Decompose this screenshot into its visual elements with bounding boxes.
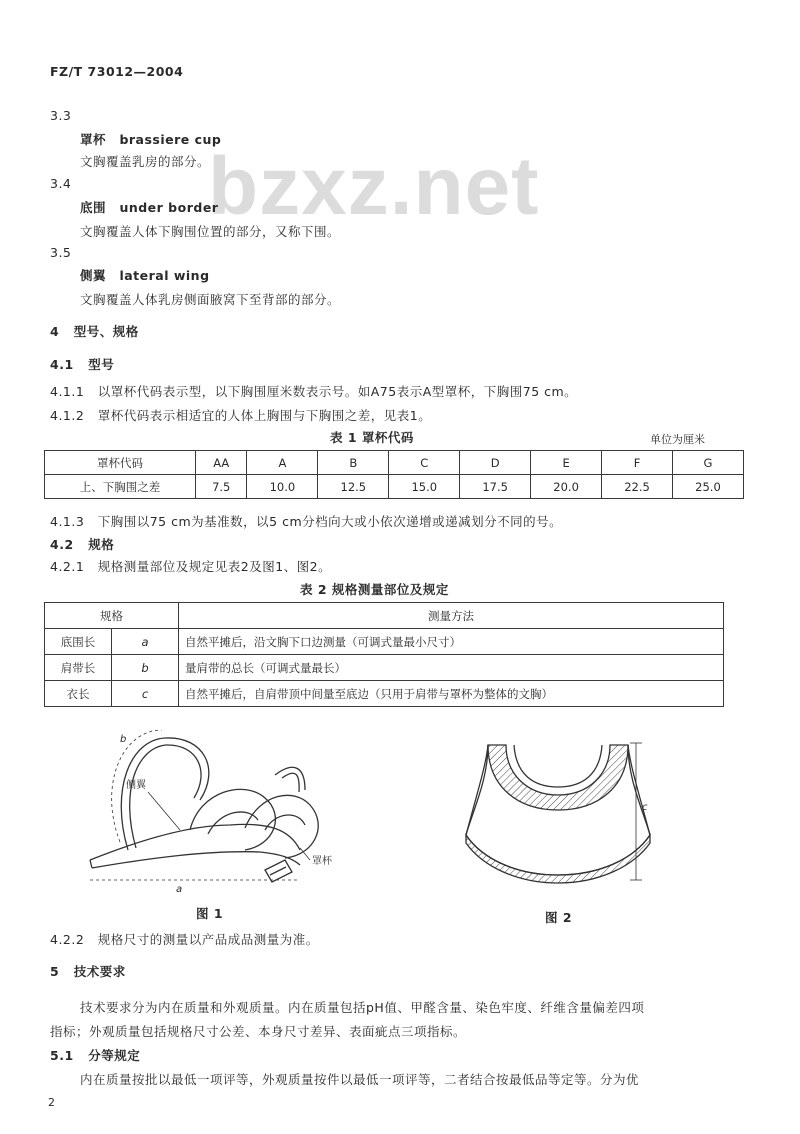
section-title: 技术要求 — [73, 964, 126, 979]
spec-symbol: c — [112, 681, 179, 707]
section-heading — [50, 962, 126, 980]
table1-row-label: 上、下胸围之差 — [45, 475, 196, 499]
cup-code: D — [460, 451, 531, 475]
cup-code: F — [602, 451, 673, 475]
clause-number: 4.1.1 — [50, 384, 85, 399]
cup-code: E — [531, 451, 602, 475]
watermark: bzxz.net — [208, 141, 540, 232]
section-title: 型号、规格 — [73, 324, 139, 339]
table-row — [45, 655, 724, 681]
table-row — [45, 681, 724, 707]
clause-number: 4.1.3 — [50, 514, 85, 529]
cup-value: 15.0 — [389, 475, 460, 499]
table-row — [45, 451, 744, 475]
term-en: lateral wing — [119, 268, 210, 283]
term-cn: 侧翼 — [80, 268, 107, 283]
figure1-drawing — [70, 730, 360, 900]
cup-value: 22.5 — [602, 475, 673, 499]
section-number: 4 — [50, 324, 60, 339]
spec-method: 自然平摊后，沿文胸下口边测量（可调式量最小尺寸） — [179, 629, 724, 655]
section-heading — [50, 355, 114, 373]
spec-symbol: a — [112, 629, 179, 655]
clause-text: 规格尺寸的测量以产品成品测量为准。 — [97, 932, 319, 947]
cup-code: B — [318, 451, 389, 475]
term-cn: 罩杯 — [80, 132, 107, 147]
paragraph: 指标；外观质量包括规格尺寸公差、本身尺寸差异、表面疵点三项指标。 — [50, 1024, 467, 1039]
term-en: brassiere cup — [119, 132, 222, 147]
figure2-drawing — [458, 735, 658, 885]
section-number: 4.1 — [50, 357, 74, 372]
cup-value: 7.5 — [196, 475, 247, 499]
paragraph: 内在质量按批以最低一项评等，外观质量按件以最低一项评等，二者结合按最低品等定等。分为优 — [80, 1072, 640, 1087]
section-number: 5 — [50, 964, 60, 979]
table-row — [45, 629, 724, 655]
clause — [50, 406, 431, 424]
term-definition: 文胸覆盖乳房的部分。 — [80, 154, 211, 169]
spec-method: 自然平摊后，自肩带顶中间量至底边（只用于肩带与罩杯为整体的文胸） — [179, 681, 724, 707]
section-heading — [50, 535, 114, 553]
clause — [50, 557, 331, 575]
clause-text: 以罩杯代码表示型，以下胸围厘米数表示号。如A75表示A型罩杯，下胸围75 cm。 — [97, 384, 578, 399]
cup-code: G — [672, 451, 743, 475]
section-heading — [50, 1046, 140, 1064]
cup-value: 10.0 — [247, 475, 318, 499]
cup-code: A — [247, 451, 318, 475]
section-number: 3.5 — [50, 245, 72, 260]
table-row — [45, 475, 744, 499]
spec-name: 衣长 — [45, 681, 112, 707]
table1-title: 表 1 罩杯代码 — [330, 430, 414, 445]
figure1-label-wing: 侧翼 — [126, 780, 146, 791]
figure2-caption: 图 2 — [545, 910, 573, 925]
spec-name: 底围长 — [45, 629, 112, 655]
figure1-label-a: a — [176, 884, 183, 895]
cup-code: AA — [196, 451, 247, 475]
section-number: 5.1 — [50, 1048, 74, 1063]
clause — [50, 930, 319, 948]
clause — [50, 512, 562, 530]
table1 — [44, 450, 744, 499]
section-number: 3.4 — [50, 176, 72, 191]
cup-value: 17.5 — [460, 475, 531, 499]
term-entry — [80, 198, 218, 216]
table-row — [45, 603, 724, 629]
clause-number: 4.1.2 — [50, 408, 85, 423]
clause-number: 4.2.2 — [50, 932, 85, 947]
section-heading — [50, 322, 139, 340]
section-title: 型号 — [88, 357, 115, 372]
figure2-label-c: c — [642, 802, 648, 813]
figure1-label-cup: 罩杯 — [312, 856, 332, 867]
clause-text: 下胸围以75 cm为基准数，以5 cm分档向大或小依次递增或递减划分不同的号。 — [97, 514, 563, 529]
section-title: 分等规定 — [88, 1048, 141, 1063]
page-number: 2 — [48, 1096, 55, 1109]
table1-header-label: 罩杯代码 — [45, 451, 196, 475]
cup-value: 20.0 — [531, 475, 602, 499]
paragraph: 技术要求分为内在质量和外观质量。内在质量包括pH值、甲醛含量、染色牢度、纤维含量偏差四项 — [80, 1000, 645, 1015]
table2-title: 表 2 规格测量部位及规定 — [300, 582, 449, 597]
term-entry — [80, 266, 210, 284]
table2-header-spec: 规格 — [45, 603, 179, 629]
clause — [50, 382, 577, 400]
term-definition: 文胸覆盖人体下胸围位置的部分，又称下围。 — [80, 224, 341, 239]
clause-text: 规格测量部位及规定见表2及图1、图2。 — [97, 559, 332, 574]
cup-code: C — [389, 451, 460, 475]
spec-symbol: b — [112, 655, 179, 681]
cup-value: 25.0 — [672, 475, 743, 499]
section-number: 3.3 — [50, 108, 72, 123]
clause-text: 罩杯代码表示相适宜的人体上胸围与下胸围之差，见表1。 — [97, 408, 432, 423]
table2-header-method: 测量方法 — [179, 603, 724, 629]
figure1-caption: 图 1 — [196, 906, 224, 921]
term-en: under border — [119, 200, 219, 215]
term-definition: 文胸覆盖人体乳房侧面腋窝下至背部的部分。 — [80, 292, 341, 307]
clause-number: 4.2.1 — [50, 559, 85, 574]
spec-name: 肩带长 — [45, 655, 112, 681]
section-title: 规格 — [88, 537, 115, 552]
term-entry — [80, 130, 221, 148]
table1-unit: 单位为厘米 — [650, 433, 705, 446]
term-cn: 底围 — [80, 200, 107, 215]
spec-method: 量肩带的总长（可调式量最长） — [179, 655, 724, 681]
figure1-label-b: b — [120, 734, 127, 745]
section-number: 4.2 — [50, 537, 74, 552]
standard-code: FZ/T 73012—2004 — [50, 64, 184, 79]
cup-value: 12.5 — [318, 475, 389, 499]
table2 — [44, 602, 724, 707]
